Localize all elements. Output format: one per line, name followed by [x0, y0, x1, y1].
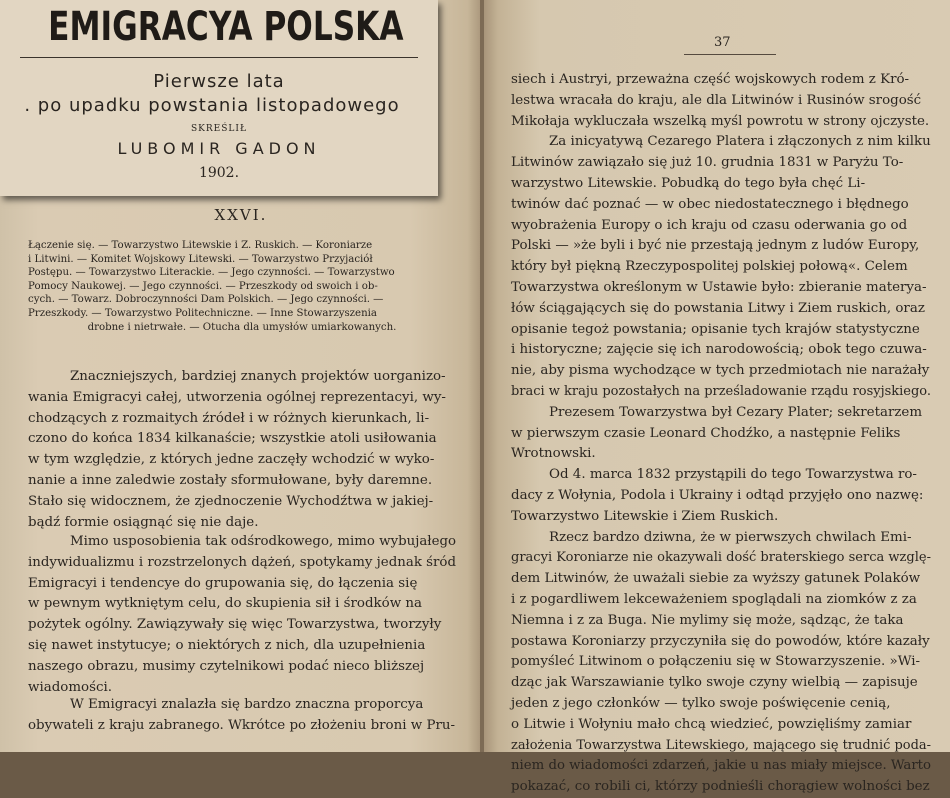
chapter-number: XXVI.: [214, 206, 268, 224]
text-line: postawa Koroniarzy przyczyniła się do powodów, które kazały: [511, 633, 930, 649]
text-line: gracyi Koroniarze nie okazywali dość braterskiego serca wzglę-: [511, 550, 931, 566]
text-line: który był piękną Rzeczypospolitej polskiej połową«. Celem: [511, 259, 908, 275]
text-line: indywidualizmu i rozstrzelonych dążeń, spotykamy jednak śród: [28, 554, 456, 570]
text-line: siech i Austryi, przeważna część wojskowych rodem z Kró-: [511, 72, 910, 87]
title-rule: [20, 57, 418, 58]
text-line: i z pogardliwem lekceważeniem spoglądali na ziomków z za: [511, 591, 917, 607]
text-line: wyobrażenia Europy o ich kraju od czasu oderwania go od: [511, 217, 908, 233]
author-label: SKREŚLIŁ: [191, 124, 247, 134]
publication-year: 1902.: [198, 165, 240, 181]
author-name: LUBOMIR GADON: [117, 139, 321, 158]
text-line: Mikołaja wykluczała wszelką myśl powrotu w strony ojczyste.: [511, 113, 930, 129]
text-line: Niemna i z za Buga. Nie mylimy się może, sądząc, że taka: [511, 612, 904, 628]
text-line: pokazać, co robili ci, którzy podnieśli chorągiew wolności bez: [511, 779, 930, 795]
text-line: wania Emigracyi całej, utworzenia ogólnej reprezentacyi, wy-: [28, 389, 446, 405]
subtitle-line-1: Pierwsze lata: [153, 71, 285, 92]
text-line: dacy z Wołynia, Podola i Ukrainy i odtąd przyjęło ono nazwę:: [511, 487, 924, 503]
text-line: obywateli z kraju zabranego. Wkrótce po złożeniu broni w Pru-: [28, 717, 456, 733]
text-line: założenia Towarzystwa Litewskiego, mającego się trudnić poda-: [511, 737, 931, 753]
page-number: 37: [714, 35, 731, 50]
text-line: pomyśleć Litwinom o połączeniu się w Stowarzyszenie. »Wi-: [511, 654, 921, 670]
text-line: Łączenie się. — Towarzystwo Litewskie i Z. Ruskich. — Koroniarze: [28, 240, 373, 251]
text-line: Postępu. — Towarzystwo Literackie. — Jego czynności. — Towarzystwo: [28, 267, 395, 279]
text-line: cych. — Towarz. Dobroczynności Dam Polskich. — Jego czynności. —: [28, 294, 384, 306]
text-line: Polski — »że byli i być nie przestają jednym z ludów Europy,: [511, 238, 920, 254]
text-line: Pomocy Naukowej. — Jego czynności. — Przeszkody od swoich i ob-: [28, 280, 378, 292]
text-line: Towarzystwa określonym w Ustawie było: zbieranie materya-: [511, 279, 927, 295]
text-line: pożytek ogólny. Zawiązywały się więc Towarzystwa, tworzyły: [28, 617, 442, 633]
text-line: Stało się widocznem, że zjednoczenie Wychodźtwa w jakiej-: [28, 493, 434, 509]
text-line: Rzecz bardzo dziwna, że w pierwszych chwilach Emi-: [549, 529, 912, 545]
text-line: W Emigracyi znalazła się bardzo znaczna proporcya: [70, 697, 424, 712]
text-line: braci w kraju pozostałych na prześladowanie rządu rosyjskiego.: [511, 383, 931, 399]
text-line: nie, aby pisma wychodzące w tych przedmiotach nie narażały: [511, 363, 930, 379]
paragraph-1: [28, 367, 456, 533]
text-line: Emigracyi i tendencye do grupowania się, do łączenia się: [28, 575, 418, 591]
text-line: Wrotnowski.: [511, 446, 596, 462]
text-line: drobne i nietrwałe. — Otucha dla umysłów umiarkowanych.: [87, 321, 397, 333]
paragraph-2: [28, 532, 456, 698]
text-line: Litwinów zawiązało się już 10. grudnia 1831 w Paryżu To-: [511, 155, 904, 171]
text-line: Towarzystwo Litewskie i Ziem Ruskich.: [511, 508, 779, 524]
book-title: EMIGRACYA POLSKA: [48, 4, 404, 50]
text-line: Mimo usposobienia tak odśrodkowego, mimo wybujałego: [70, 534, 456, 549]
text-line: nanie a inne zaledwie zostały sformułowane, były daremne.: [28, 472, 433, 488]
text-line: warzystwo Litewskie. Pobudką do tego była chęć Li-: [511, 175, 866, 191]
text-line: naszego obrazu, musimy czytelnikowi podać nieco bliższej: [28, 658, 425, 674]
text-line: wiadomości.: [28, 679, 113, 695]
text-line: i Litwini. — Komitet Wojskowy Litewski. — Towarzystwo Przyjaciół: [28, 253, 373, 265]
text-line: Przeszkody. — Towarzystwo Politechniczne. — Inne Stowarzyszenia: [28, 307, 377, 319]
chapter-summary: [28, 239, 456, 334]
text-line: Prezesem Towarzystwa był Cezary Plater; sekretarzem: [549, 404, 923, 420]
text-line: twinów dać poznać — w obec niedostatecznego i błędnego: [511, 196, 909, 212]
text-line: w pierwszym czasie Leonard Chodźko, a następnie Feliks: [511, 425, 901, 441]
text-line: łów ściągających się do powstania Litwy i Ziem ruskich, oraz: [511, 300, 925, 316]
subtitle-line-2: . po upadku powstania listopadowego: [24, 95, 400, 116]
right-page-text: [511, 70, 931, 798]
text-line: się nawet instytucye; o niektórych z nich, dla uzupełnienia: [28, 637, 426, 653]
text-line: Od 4. marca 1832 przystąpili do tego Towarzystwa ro-: [549, 467, 917, 483]
text-line: Znaczniejszych, bardziej znanych projektów uorganizo-: [70, 369, 446, 384]
text-line: lestwa wracała do kraju, ale dla Litwinów i Rusinów srogość: [511, 92, 922, 108]
paragraph-3: [28, 695, 456, 737]
text-line: Za inicyatywą Cezarego Platera i złączonych z nim kilku: [549, 134, 931, 150]
text-line: w pewnym wytkniętym celu, do skupienia sił i środków na: [28, 596, 423, 612]
title-page-card: [0, 0, 438, 196]
text-line: w tym względzie, z których jedne zaczęły wchodzić w wyko-: [28, 452, 435, 468]
text-line: bądź formie osiągnąć się nie daje.: [28, 514, 259, 530]
text-line: czono do końca 1834 kilkanaście; wszystkie atoli usiłowania: [28, 431, 437, 447]
text-line: chodzących z rozmaitych źródeł i w różnych kierunkach, li-: [28, 410, 430, 426]
page-number-rule: [684, 54, 776, 55]
text-line: dząc jak Warszawianie tylko swoje czyny wielbią — zapisuje: [511, 675, 918, 691]
text-line: niem do wiadomości zdarzeń, jakie u nas miały miejsce. Warto: [511, 758, 931, 774]
text-line: i historyczne; zajęcie się ich narodowością; obok tego czuwa-: [511, 342, 927, 358]
text-line: dem Litwinów, że uważali siebie za wyższy gatunek Polaków: [511, 571, 921, 587]
text-line: o Litwie i Wołyniu mało chcą wiedzieć, powzięliśmy zamiar: [511, 716, 912, 732]
text-line: opisanie tegoż powstania; opisanie tych krajów statystyczne: [511, 321, 920, 337]
text-line: jeden z jego członków — tylko swoje poświęcenie cenią,: [511, 695, 891, 711]
